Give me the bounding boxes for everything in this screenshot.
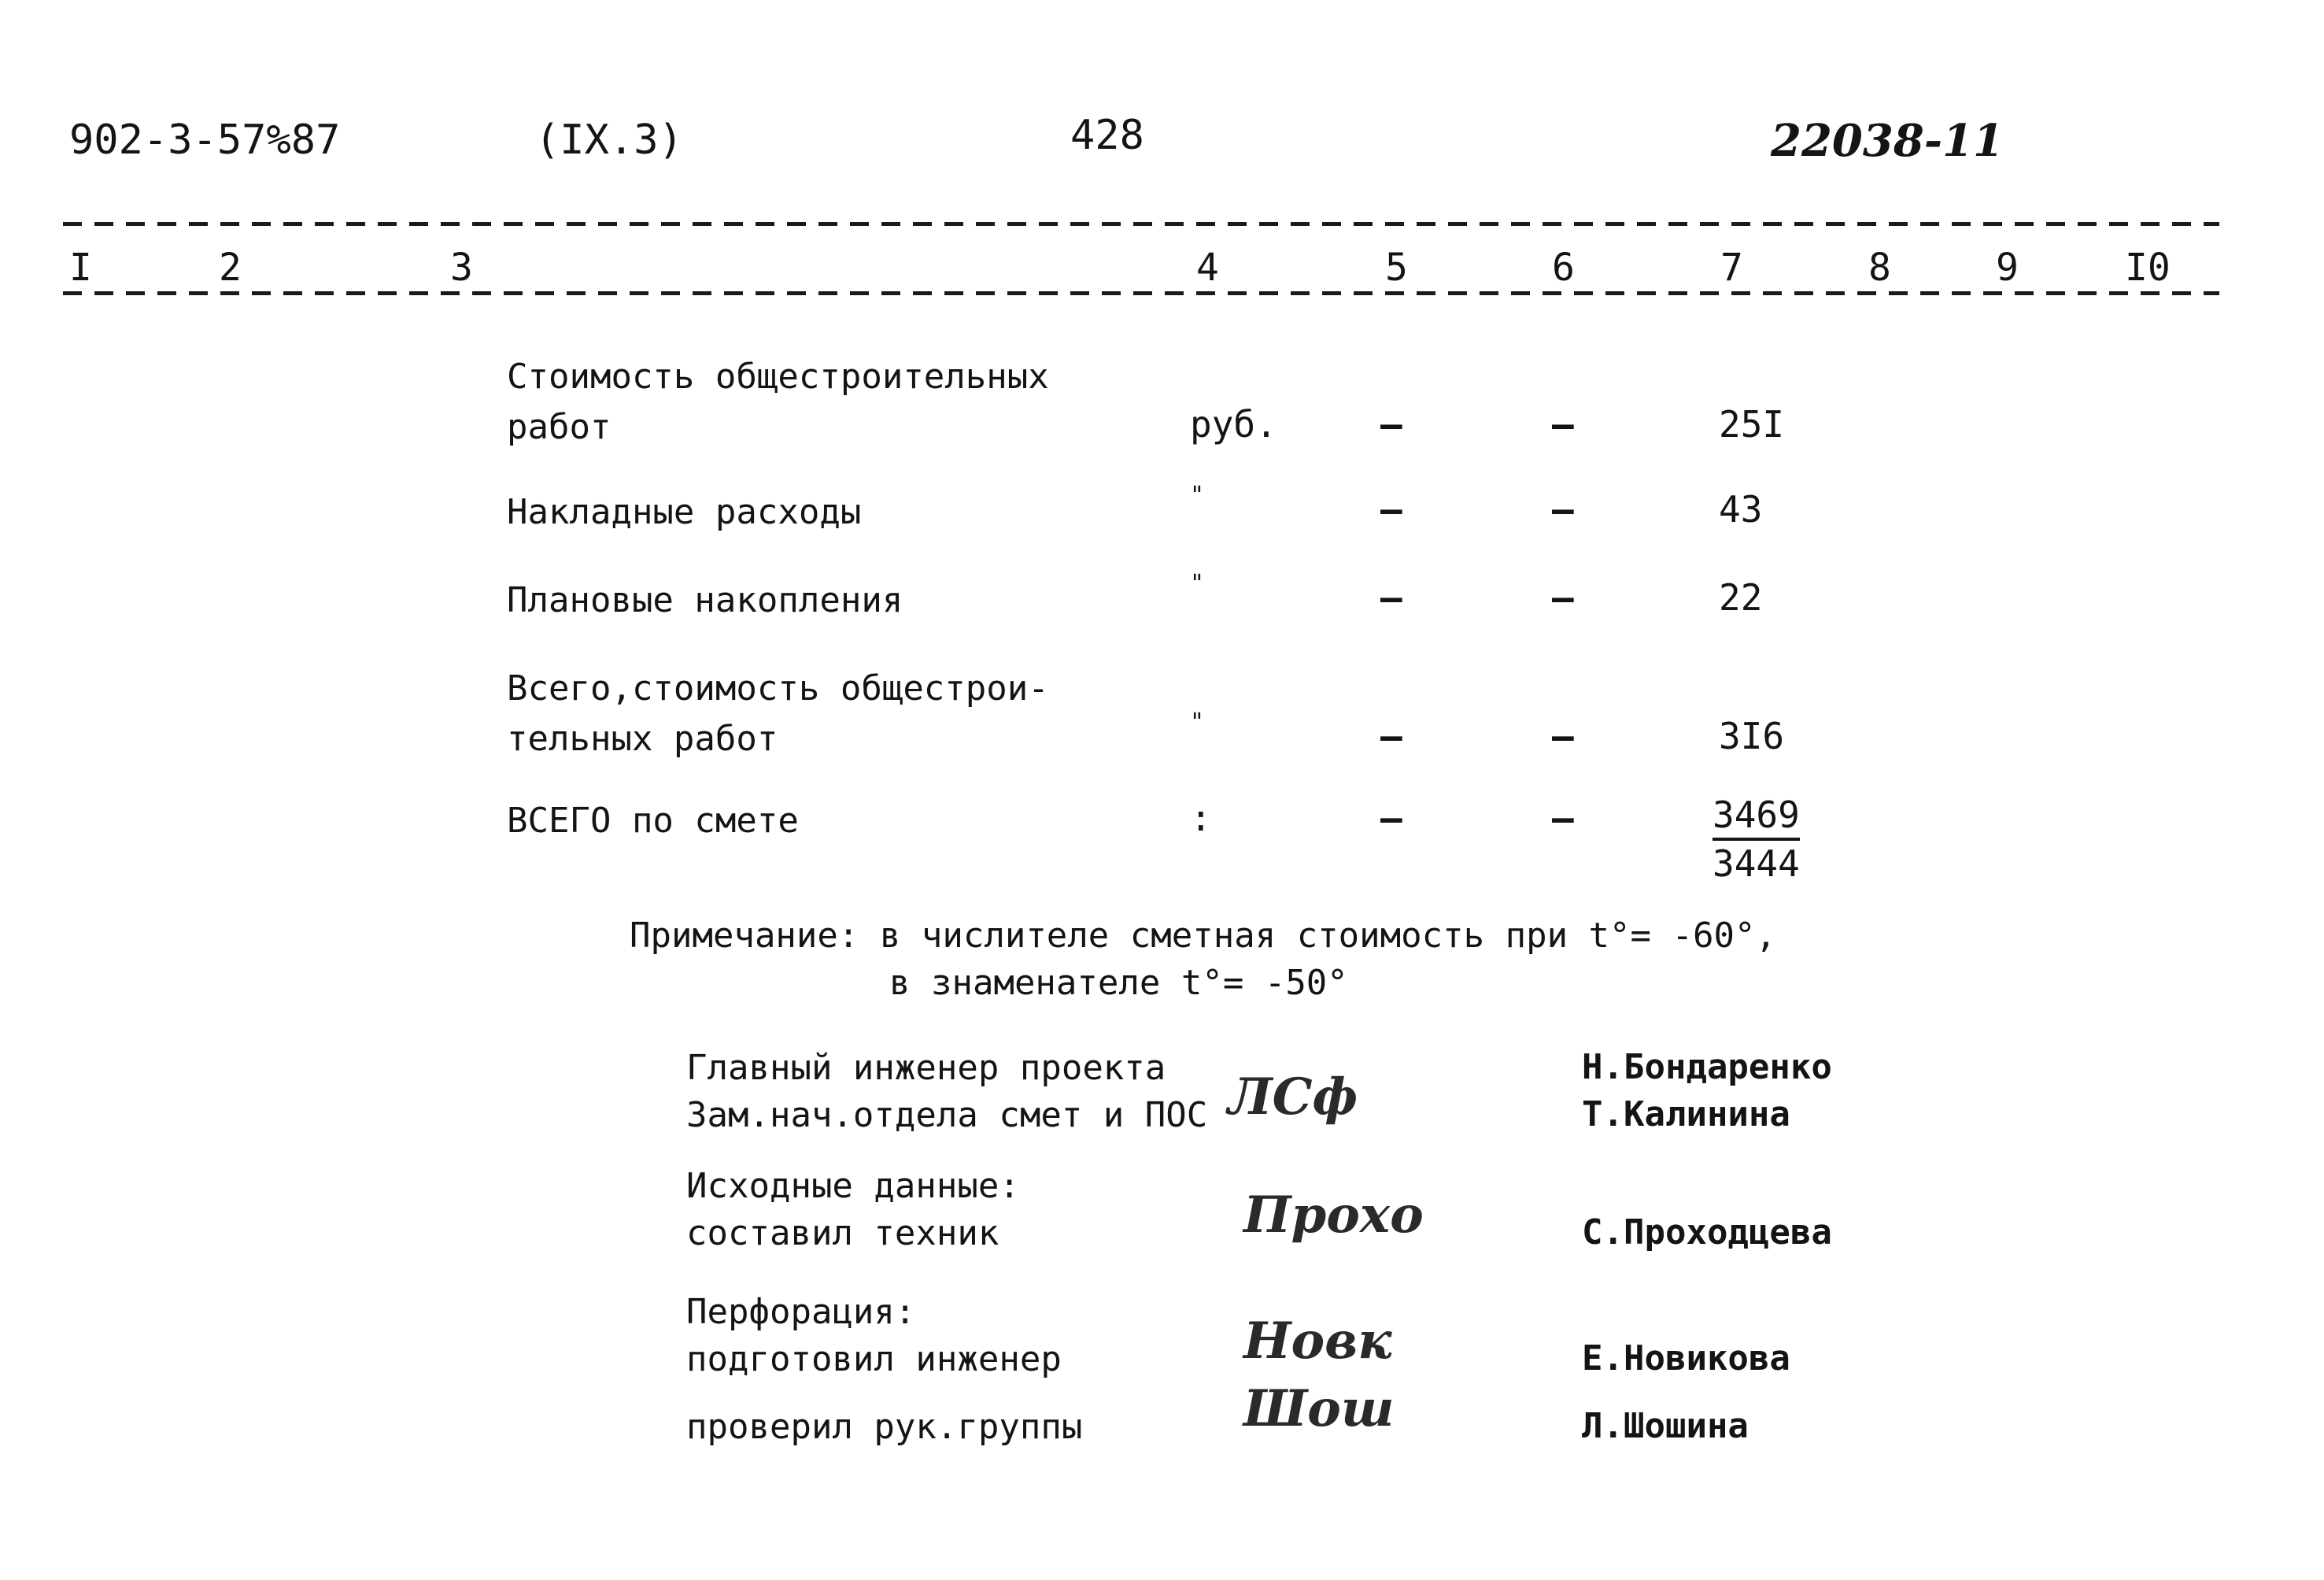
column-number: 3 — [450, 246, 473, 290]
column-6-cell: – — [1552, 715, 1574, 757]
column-5-cell: – — [1380, 797, 1402, 839]
signatory-name: Н.Бондаренко — [1582, 1047, 1832, 1087]
column-7-cell: 43 — [1719, 488, 1763, 531]
page-number: 428 — [1070, 112, 1144, 159]
unit-cell: " — [1190, 482, 1205, 509]
column-number: 9 — [1996, 246, 2019, 290]
handwritten-signature: Прохо — [1243, 1186, 1424, 1245]
column-6-cell: – — [1552, 797, 1574, 839]
column-6-cell: – — [1552, 403, 1574, 446]
column-5-cell: – — [1380, 488, 1402, 531]
row-label: ВСЕГО по смете — [507, 801, 799, 841]
unit-cell: руб. — [1190, 403, 1277, 446]
note-line-1: Примечание: в числителе сметная стоимость при t°= -60°, — [630, 916, 1776, 956]
column-number: 7 — [1720, 246, 1743, 290]
signature-role: составил техник — [686, 1213, 999, 1253]
column-number: 2 — [219, 246, 242, 290]
signatory-name: Л.Шошина — [1582, 1406, 1749, 1446]
column-5-cell: – — [1380, 576, 1402, 619]
handwritten-signature: ЛСф — [1228, 1068, 1358, 1127]
column-6-cell: – — [1552, 576, 1574, 619]
signatory-name: Т.Калинина — [1582, 1094, 1790, 1134]
signature-role: Зам.нач.отдела смет и ПОС — [686, 1095, 1208, 1135]
unit-cell: " — [1190, 709, 1205, 736]
row-label: Стоимость общестроительных — [507, 357, 1049, 397]
column-number: I — [69, 246, 92, 290]
document-code: 902-3-57%87 — [69, 117, 341, 164]
column-number: 4 — [1196, 246, 1219, 290]
signature-role: Исходные данные: — [686, 1166, 1020, 1206]
handwritten-signature: Шош — [1243, 1379, 1395, 1438]
header-rule-top — [63, 222, 2219, 226]
total-numerator: 3469 — [1713, 794, 1800, 841]
row-label: Плановые накопления — [507, 580, 903, 620]
sheet-code: 22038-11 — [1771, 115, 2004, 167]
signatory-name: Е.Новикова — [1582, 1338, 1790, 1378]
signature-role: подготовил инженер — [686, 1339, 1062, 1379]
signature-role: Перфорация: — [686, 1292, 916, 1332]
column-number: 8 — [1868, 246, 1891, 290]
row-label: работ — [507, 407, 611, 447]
column-number: 5 — [1385, 246, 1408, 290]
row-label: Накладные расходы — [507, 492, 862, 532]
row-label: Всего,стоимость общестрои- — [507, 668, 1049, 709]
column-number: I0 — [2125, 246, 2171, 290]
note-line-2: в знаменателе t°= -50° — [889, 963, 1348, 1003]
signature-role: проверил рук.группы — [686, 1407, 1083, 1447]
handwritten-signature: Новк — [1243, 1312, 1392, 1371]
column-5-cell: – — [1380, 403, 1402, 446]
signature-role: Главный инженер проекта — [686, 1048, 1166, 1088]
column-number: 6 — [1552, 246, 1575, 290]
column-5-cell: – — [1380, 715, 1402, 757]
row-label: тельных работ — [507, 719, 778, 759]
signatory-name: С.Проходцева — [1582, 1212, 1832, 1253]
section-code: (IX.3) — [535, 117, 683, 164]
header-rule-bottom — [63, 291, 2219, 295]
unit-cell: : — [1190, 797, 1212, 839]
column-6-cell: – — [1552, 488, 1574, 531]
unit-cell: " — [1190, 570, 1205, 598]
column-7-cell: 22 — [1719, 576, 1763, 619]
total-denominator: 3444 — [1713, 842, 1800, 885]
column-7-cell: 3I6 — [1719, 715, 1785, 757]
column-7-cell: 25I — [1719, 403, 1785, 446]
